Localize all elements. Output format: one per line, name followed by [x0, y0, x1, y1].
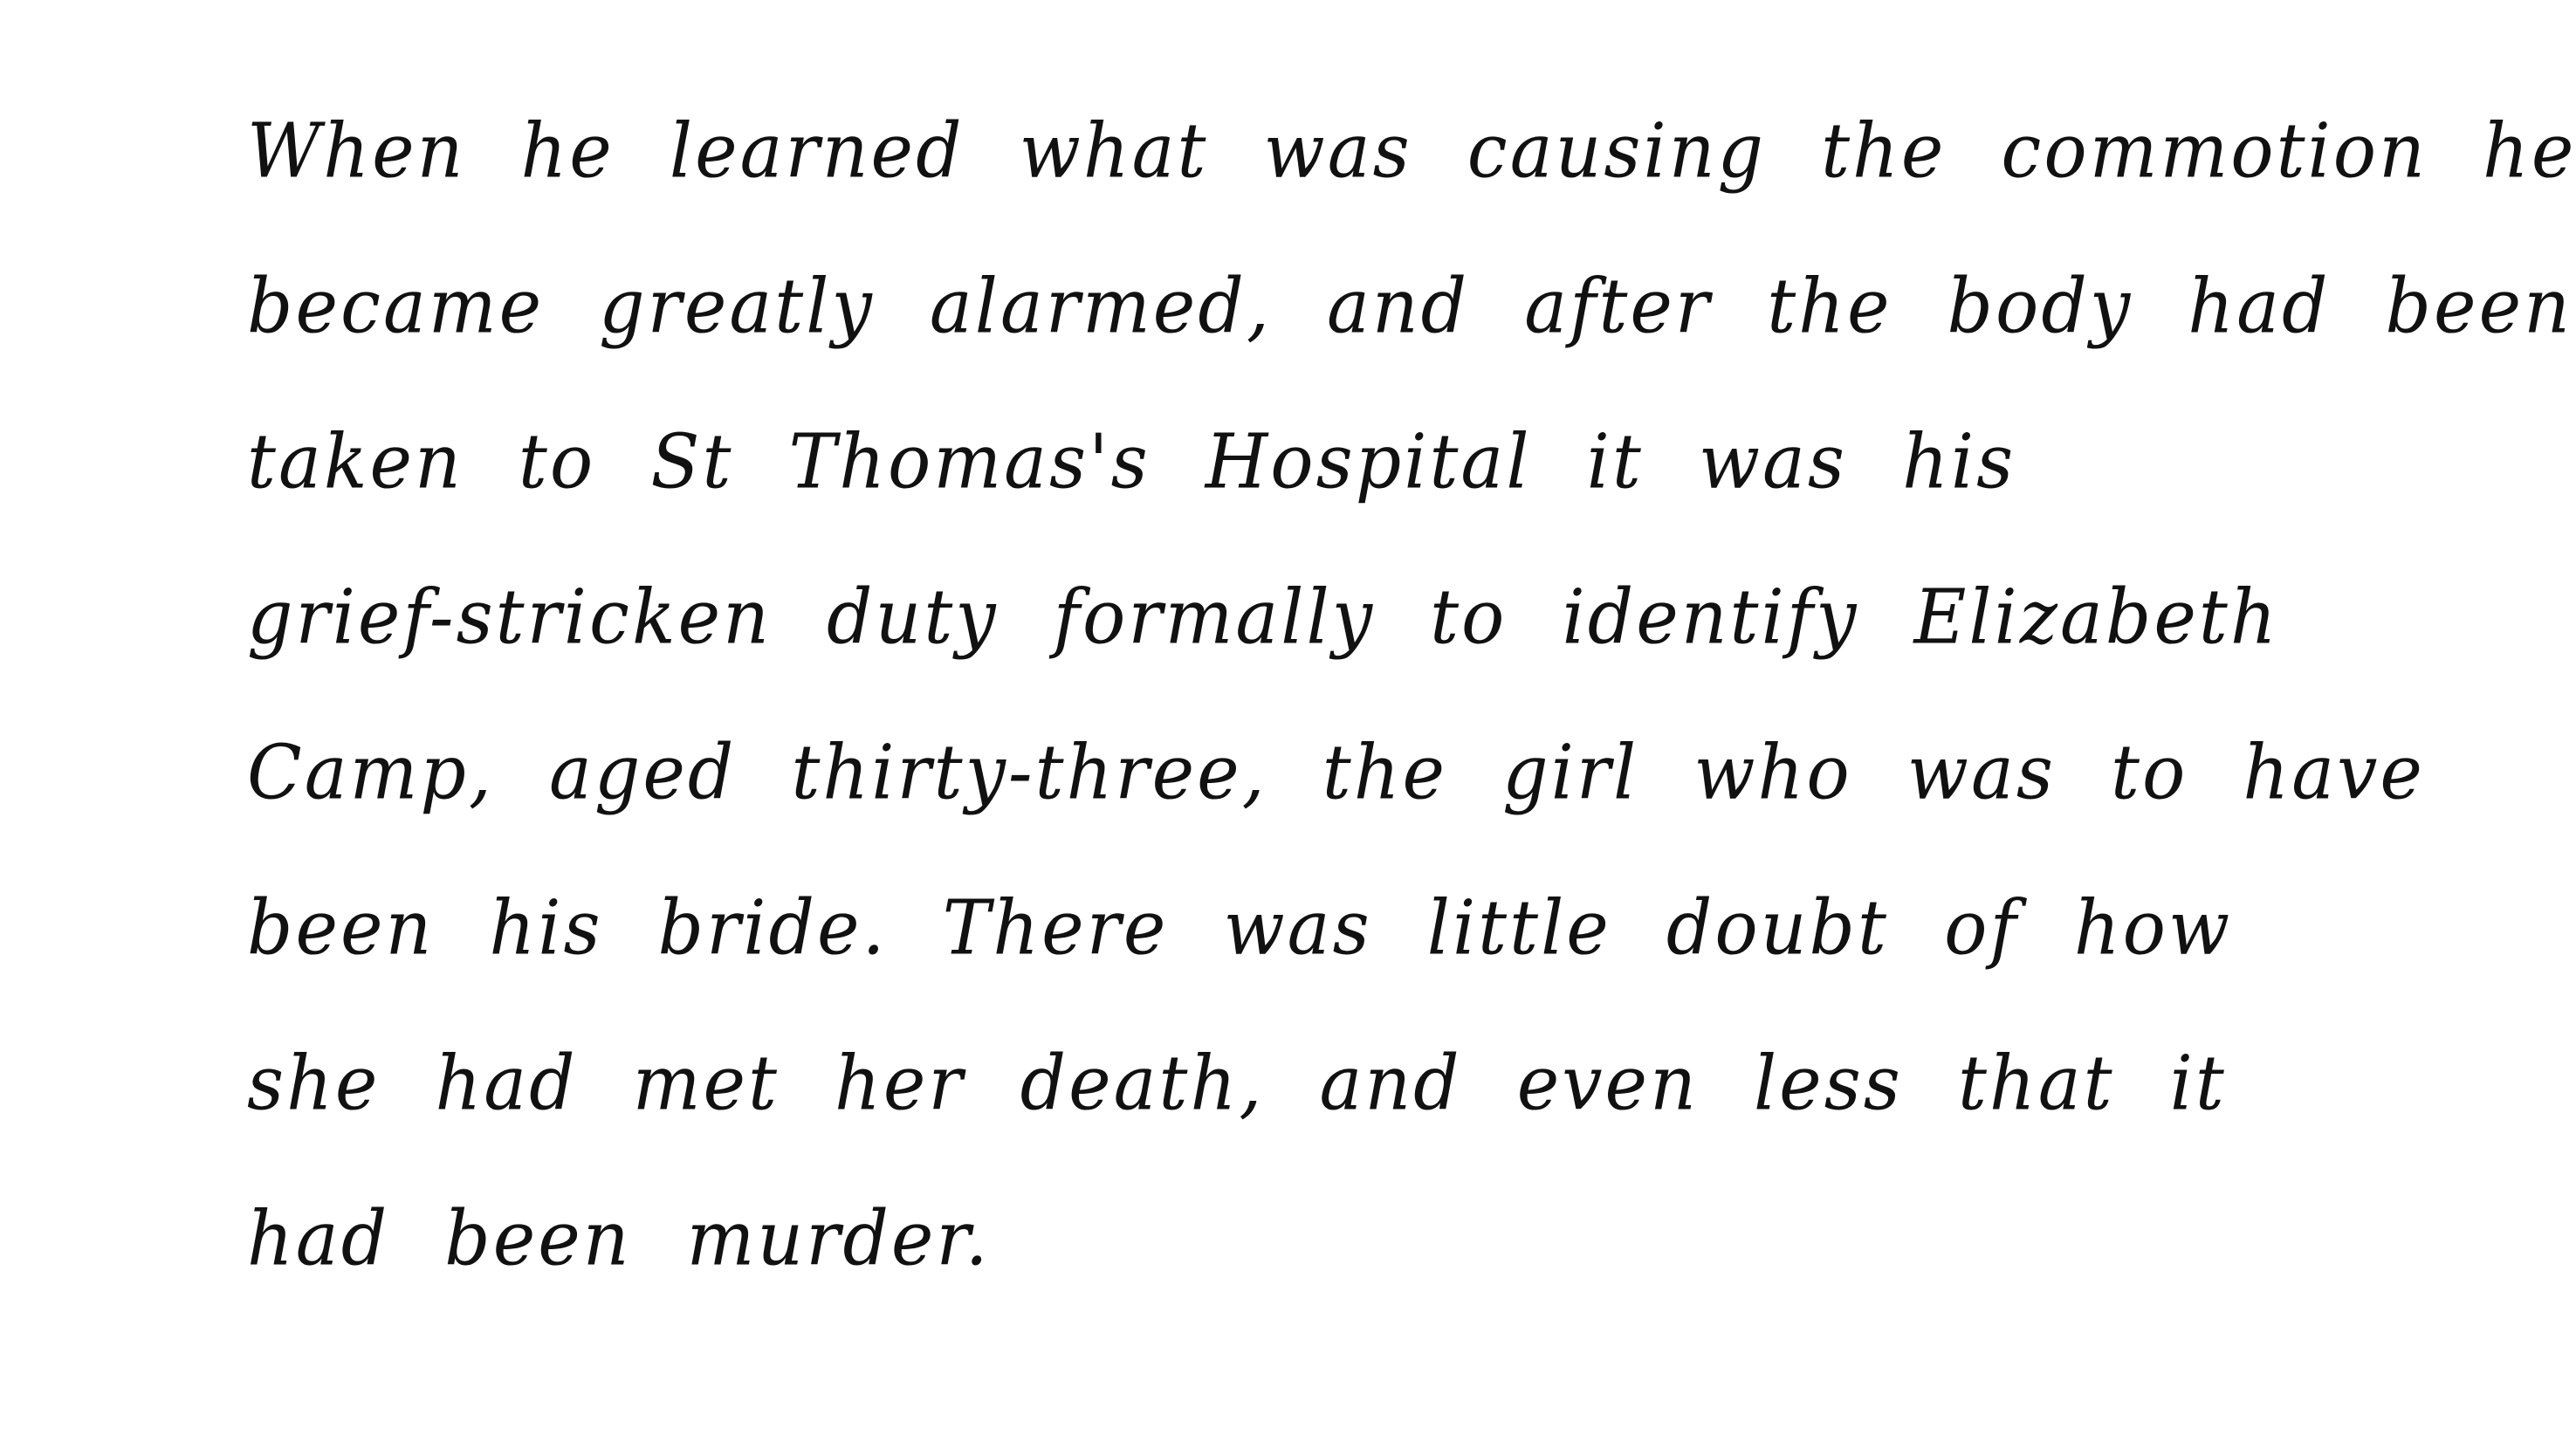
text-line-2: became greatly alarmed, and after the body had been — [247, 263, 2573, 351]
text-line-7: she had met her death, and even less that it — [247, 1040, 2227, 1128]
text-line-5: Camp, aged thirty-three, the girl who was to have — [247, 729, 2425, 817]
text-line-8: had been murder. — [247, 1195, 991, 1283]
text-line-3: taken to St Thomas's Hospital it was his — [247, 418, 2016, 506]
text-line-6: been his bride. There was little doubt of how — [247, 884, 2233, 972]
text-line-4: grief-stricken duty formally to identify Elizabeth — [247, 574, 2279, 662]
text-line-1: When he learned what was causing the commotion he — [247, 107, 2576, 196]
